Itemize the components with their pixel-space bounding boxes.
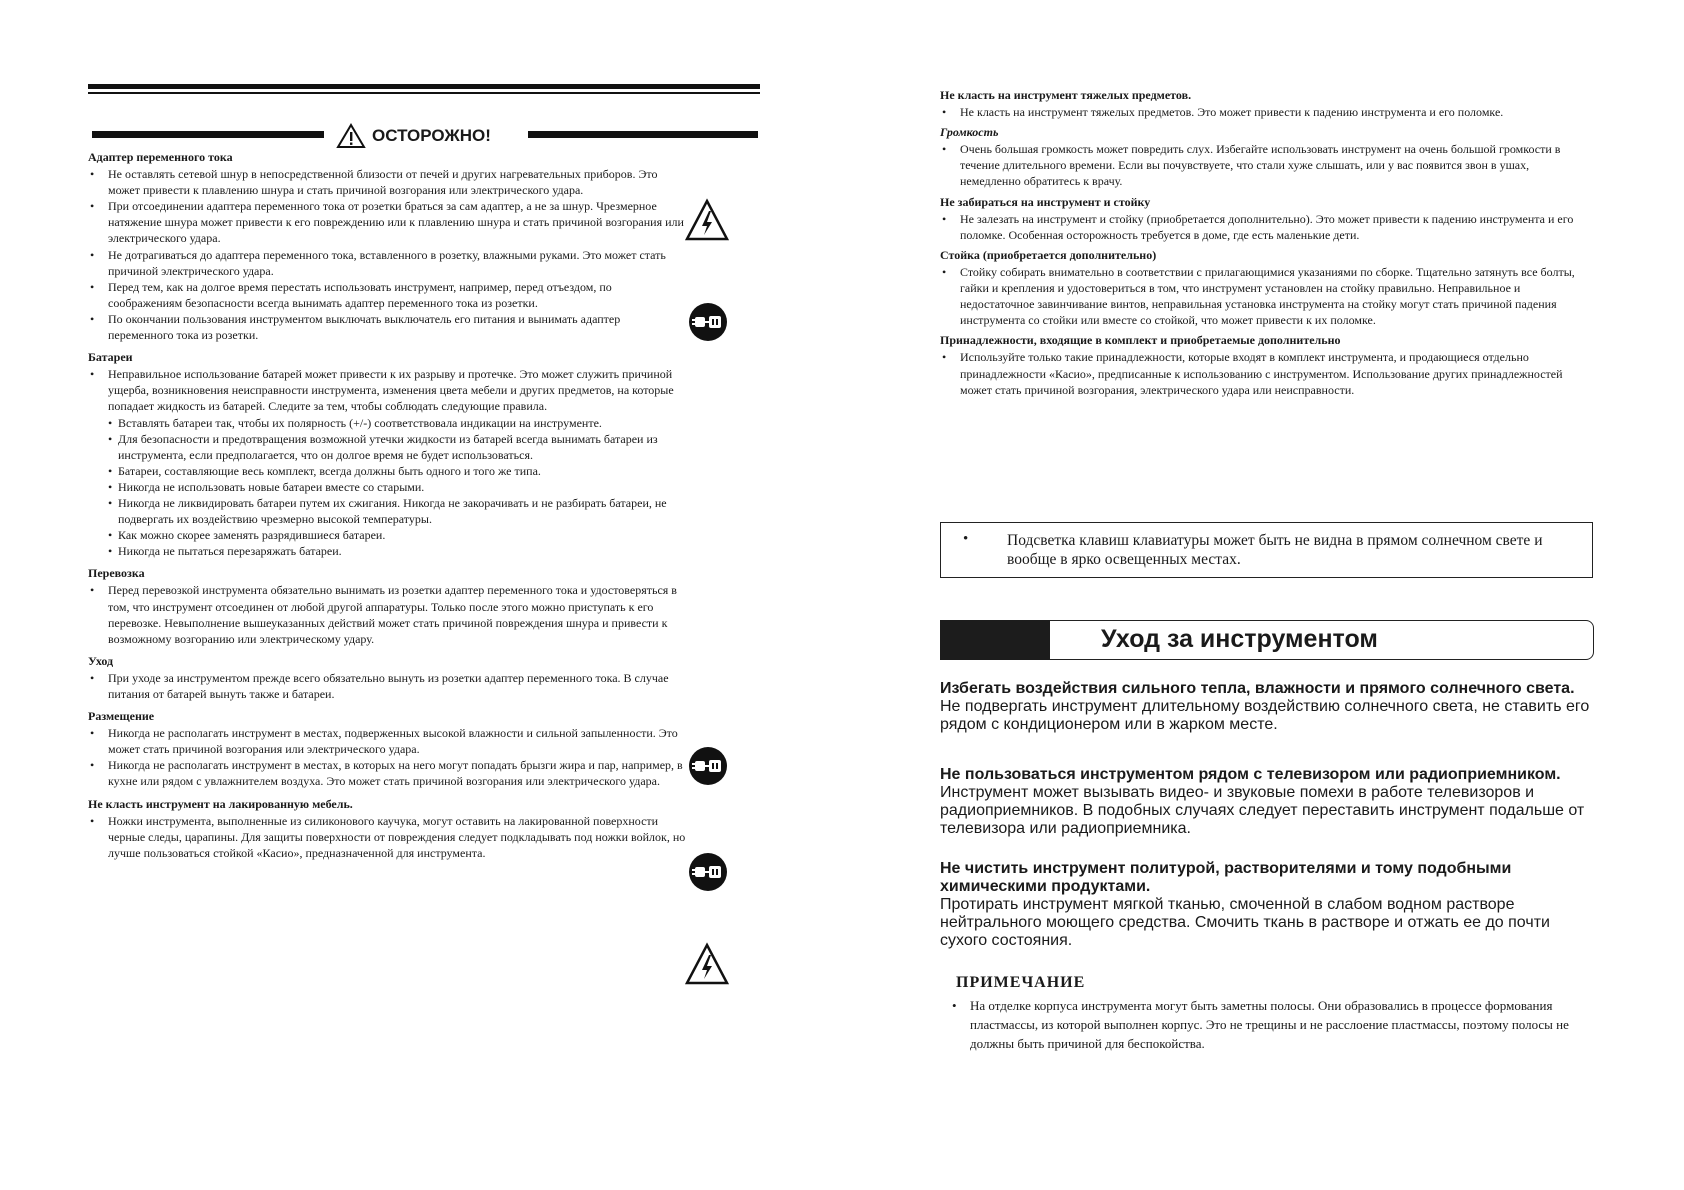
section-title-accessories: Принадлежности, входящие в комплект и приобретаемые дополнительно [940,333,1341,348]
top-rule-thin [88,92,760,94]
care-list [88,670,688,702]
care-item-chemicals [940,860,1592,950]
ac-adapter-list [88,166,688,343]
caution-title: ОСТОРОЖНО! [372,126,491,145]
care-body: Протирать инструмент мягкой тканью, смоченной в слабом водном растворе нейтрального моющего средства. Смочить ткань в растворе и отжать ее до почти сухого состояния. [940,896,1550,949]
batteries-list [88,366,688,414]
care-heading: Не пользоваться инструментом рядом с телевизором или радиоприемником. [940,766,1561,783]
list-item: • Не оставлять сетевой шнур в непосредственной близости от печей и других нагревательных приборов. Это может привести к плавлению шнура и стать причиной возгорания или электрического удара. [88,166,688,198]
volume-list [940,141,1590,189]
section-title-transport: Перевозка [88,566,145,581]
note-title: ПРИМЕЧАНИЕ [956,974,1086,991]
list-subitem: • Вставлять батареи так, чтобы их полярность (+/-) соответствовала индикации на инструменте. [88,415,688,431]
no-climbing-list [940,211,1590,243]
left-content [88,146,688,861]
left-page [88,0,760,1190]
backlight-note-text: Подсветка клавиш клавиатуры может быть не видна в прямом солнечном свете и вообще в ярко освещенных местах. [1007,532,1543,568]
section-title-no-climbing: Не забираться на инструмент и стойку [940,194,1151,209]
list-item: • Ножки инструмента, выполненные из силиконового каучука, могут оставить на лакированной поверхности черные следы, царапины. Для защиты поверхности от повреждения следует подкладывать под ножки войлок, но лучше пользоваться стойкой «Касио», предназначенной для инструмента. [88,813,688,861]
unplug-icon [688,302,728,342]
section-title-care: Уход [88,653,114,668]
caution-bar-right [528,131,758,138]
accessories-list [940,349,1590,397]
list-item: • При отсоединении адаптера переменного тока от розетки браться за сам адаптер, а не за шнур. Чрезмерное натяжение шнура может привести к его повреждению или к плавлению шнура и стать причиной возгорания или электрического удара. [88,198,688,246]
care-section-title: Уход за инструментом [1101,625,1378,653]
top-rule [88,84,760,89]
section-title-lacquered: Не класть инструмент на лакированную мебель. [88,796,353,811]
list-item: • Используйте только такие принадлежности, которые входят в комплект инструмента, и продающиеся отдельно принадлежности «Касио», предписанные к использованию с инструментом. Использование других принадлежностей может стать причиной возгорания, электрического удара или неисправности. [940,349,1590,397]
list-item: • Перед тем, как на долгое время перестать использовать инструмент, например, перед отъездом, по соображениям безопасности всегда вынимать адаптер переменного тока из розетки. [88,279,688,311]
list-subitem: • Никогда не пытаться перезаряжать батареи. [88,543,688,559]
note-text: • На отделке корпуса инструмента могут быть заметны полосы. Они образовались в процессе формования пластмассы, из которой выполнен корпус. Это не трещины и не расслоение пластмассы, поэтому полосы не должны быть причиной для беспокойства. [950,996,1590,1053]
caution-bar-left [92,131,324,138]
care-heading: Избегать воздействия сильного тепла, влажности и прямого солнечного света. [940,680,1575,697]
lightning-bolt-icon [684,942,730,986]
list-item: • Не дотрагиваться до адаптера переменного тока, вставленного в розетку, влажными руками. Это может стать причиной электрического удара. [88,247,688,279]
lightning-bolt-icon [684,198,730,242]
list-subitem: • Как можно скорее заменять разрядившиеся батареи. [88,527,688,543]
heavy-objects-list [940,104,1590,120]
header-black-block [940,620,1050,660]
section-title-volume: Громкость [940,125,999,140]
list-subitem: • Для безопасности и предотвращения возможной утечки жидкости из батарей всегда вынимать батареи из инструмента, если предполагается, что он долгое время не будет использоваться. [88,431,688,463]
backlight-note-box [940,522,1593,578]
list-item: • Не залезать на инструмент и стойку (приобретается дополнительно). Это может привести к падению инструмента и его поломке. Особенная осторожность требуется в доме, где есть маленькие дети. [940,211,1590,243]
list-item: • Стойку собирать внимательно в соответствии с прилагающимися указаниями по сборке. Тщательно затянуть все болты, гайки и крепления и удостовериться в том, что инструмент установлен на стойку правильно. Неправильное и недостаточное завинчивание винтов, неправильная установка инструмента на стойку могут стать причиной падения инструмента со стойки или вместе со стойкой, что может привести к их поломке. [940,264,1590,328]
list-item: • Не класть на инструмент тяжелых предметов. Это может привести к падению инструмента и его поломке. [940,104,1590,120]
list-item: • Никогда не располагать инструмент в местах, в которых на него могут попадать брызги жира и пар, например, в кухне или рядом с увлажнителем воздуха. Это может стать причиной возгорания или электрического удара. [88,757,688,789]
list-item: • Неправильное использование батарей может привести к их разрыву и протечке. Это может служить причиной ущерба, возникновения неисправности инструмента, изменения цвета мебели и других предметов, на которые попадает жидкость из батарей. Следите за тем, чтобы соблюдать следующие правила. [88,366,688,414]
list-item: • Никогда не располагать инструмент в местах, подверженных высокой влажности и сильной запыленности. Это может стать причиной возгорания или электрического удара. [88,725,688,757]
care-body: Не подвергать инструмент длительному воздействию солнечного света, не ставить его рядом с кондиционером или в жарком месте. [940,698,1590,733]
lacquered-list [88,813,688,861]
unplug-icon [688,852,728,892]
section-title-batteries: Батареи [88,350,133,365]
note-list [950,996,1590,1053]
care-item-tv [940,766,1592,838]
section-title-ac-adapter: Адаптер переменного тока [88,150,233,164]
section-title-placement: Размещение [88,709,155,724]
right-content [940,84,1590,398]
care-heading: Не чистить инструмент политурой, растворителями и тому подобными химическими продуктами. [940,860,1512,895]
transport-list [88,582,688,646]
batteries-sublist [88,415,688,560]
care-item-heat [940,680,1592,734]
section-title-heavy-objects: Не класть на инструмент тяжелых предметов. [940,88,1192,102]
section-title-stand: Стойка (приобретается дополнительно) [940,247,1157,262]
care-section-header [940,620,1594,660]
list-item: • При уходе за инструментом прежде всего обязательно вынуть из розетки адаптер переменного тока. В случае питания от батарей вынуть также и батареи. [88,670,688,702]
list-item: • Очень большая громкость может повредить слух. Избегайте использовать инструмент на очень большой громкости в течение длительного времени. Если вы почувствуете, что стали хуже слышать, или у вас появится звон в ушах, немедленно обратитесь к врачу. [940,141,1590,189]
placement-list [88,725,688,789]
bullet: • [963,531,969,547]
list-subitem: • Батареи, составляющие весь комплект, всегда должны быть одного и того же типа. [88,463,688,479]
list-subitem: • Никогда не ликвидировать батареи путем их сжигания. Никогда не закорачивать и не разбирать батареи, не подвергать их воздействию чрезмерно высокой температуры. [88,495,688,527]
care-body: Инструмент может вызывать видео- и звуковые помехи в работе телевизоров и радиоприемников. В подобных случаях следует переставить инструмент подальше от телевизора или радиоприемника. [940,784,1585,837]
list-item: • По окончании пользования инструментом выключать выключатель его питания и вынимать адаптер переменного тока из розетки. [88,311,688,343]
list-subitem: • Никогда не использовать новые батареи вместе со старыми. [88,479,688,495]
stand-list [940,264,1590,328]
list-item: • Перед перевозкой инструмента обязательно вынимать из розетки адаптер переменного тока и удостоверяться в том, что инструмент отсоединен от любой другой аппаратуры. Только после этого можно приступать к его перевозке. Невыполнение вышеуказанных действий может стать причиной повреждения шнура и привести к возможному возгоранию или электрическому удару. [88,582,688,646]
unplug-icon [688,746,728,786]
right-page [940,0,1595,1190]
